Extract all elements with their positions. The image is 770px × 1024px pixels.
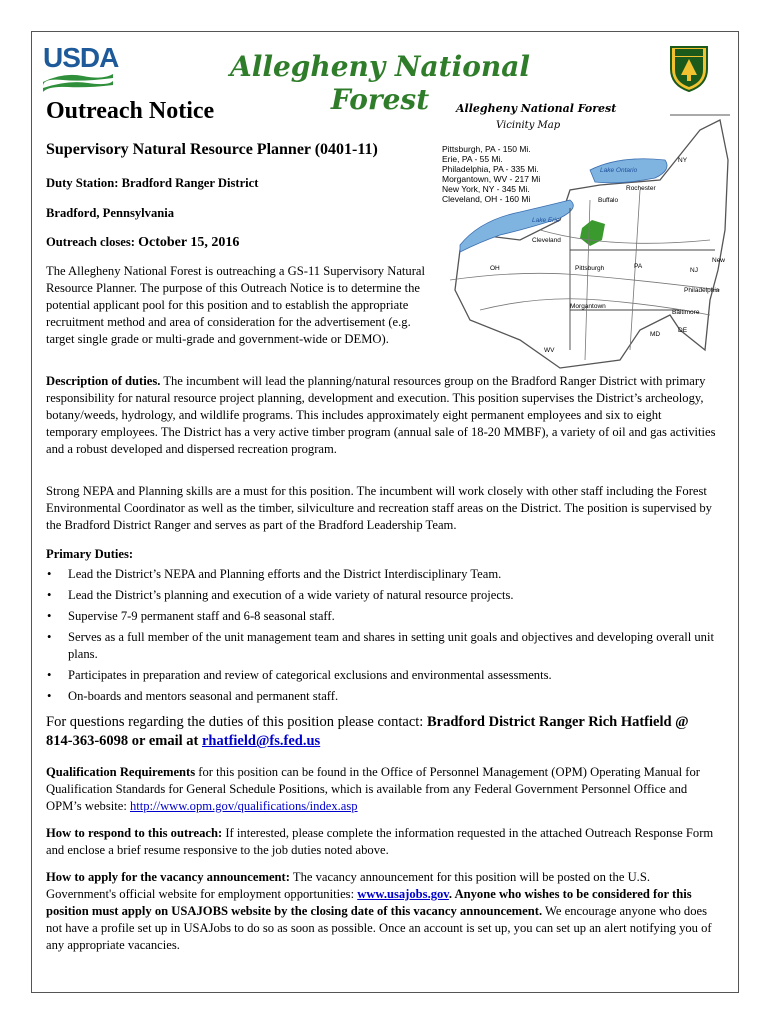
map-label: Rochester bbox=[626, 185, 656, 192]
nepa-paragraph: Strong NEPA and Planning skills are a must for this position. The incumbent will work closely with other staff including the Forest Environmental Coordinator as well as the timber, silviculture and recreation staff areas on the District. The position is supervised by the Bradford District Ranger and serves as part of the Bradford Leadership Team. bbox=[46, 484, 712, 532]
contact-paragraph bbox=[46, 713, 716, 751]
duties-label: Description of duties. bbox=[46, 374, 161, 388]
qualifications-label: Qualification Requirements bbox=[46, 765, 196, 779]
closing-label: Outreach closes: bbox=[46, 235, 135, 249]
usda-hills-icon bbox=[43, 72, 113, 94]
duty-location: Bradford, Pennsylvania bbox=[46, 206, 175, 220]
banner-title: Allegheny National Forest bbox=[229, 50, 531, 116]
duties-paragraph bbox=[46, 373, 716, 458]
apply-paragraph bbox=[46, 869, 716, 954]
apply-bold-text: . Anyone who wishes to be considered for this position must apply on USAJOBS website by the closing date of this vacancy announcement. bbox=[46, 887, 692, 918]
map-title: Allegheny National Forest bbox=[456, 102, 617, 115]
map-label: Lake Ontario bbox=[600, 167, 638, 174]
map-label: NY bbox=[678, 157, 688, 164]
apply-text-2: We encourage anyone who does not have a profile set up in USAJobs to do so as soon as possible. Once an account is set up, you can set up an alert notifying you of any appropriate vacancies. bbox=[46, 904, 712, 952]
usajobs-link[interactable]: www.usajobs.gov bbox=[357, 887, 449, 901]
opm-link[interactable]: http://www.opm.gov/qualifications/index.asp bbox=[129, 799, 358, 813]
duty-station: Duty Station: Bradford Ranger District bbox=[46, 176, 259, 190]
list-item: • Supervise 7-9 permanent staff and 6-8 seasonal staff. bbox=[68, 604, 716, 625]
map-label: Baltimore bbox=[672, 309, 700, 316]
map-distance: Erie, PA - 55 Mi. bbox=[442, 154, 503, 164]
vicinity-map bbox=[440, 100, 732, 375]
map-distance: New York, NY - 345 Mi. bbox=[442, 184, 530, 194]
map-distance: Philadelphia, PA - 335 Mi. bbox=[442, 164, 539, 174]
map-label: PA bbox=[634, 263, 643, 270]
apply-text: The vacancy announcement for this position will be posted on the U.S. Government's official website for employment opportunities: bbox=[46, 870, 650, 901]
map-label: Morgantown bbox=[570, 303, 606, 310]
intro-paragraph: The Allegheny National Forest is outreaching a GS-11 Supervisory Natural Resource Planner. The purpose of this Outreach Notice is to determine the potential applicant pool for this position and to establish the appropriate recruitment method and area of consideration for the advertisement (e.g. target single grade or multi-grade and government-wide or DEMO). bbox=[46, 264, 426, 346]
qualifications-paragraph bbox=[46, 764, 716, 815]
usda-logo-text: USDA bbox=[43, 42, 119, 73]
map-label: OH bbox=[490, 265, 500, 272]
list-item: • On-boards and mentors seasonal and permanent staff. bbox=[68, 684, 716, 705]
list-item: • Lead the District’s planning and execution of a wide variety of natural resource projects. bbox=[68, 583, 716, 604]
map-label: Lake Erie bbox=[532, 217, 560, 224]
map-label: DE bbox=[678, 327, 688, 334]
map-distance: Cleveland, OH - 160 Mi bbox=[442, 194, 531, 204]
map-label: New bbox=[712, 257, 726, 264]
position-title: Supervisory Natural Resource Planner (0401-11) bbox=[46, 141, 378, 158]
list-item: • Lead the District’s NEPA and Planning efforts and the District Interdisciplinary Team. bbox=[68, 563, 716, 583]
contact-email-link[interactable]: rhatfield@fs.fed.us bbox=[201, 733, 321, 749]
primary-duties-label: Primary Duties: bbox=[46, 547, 134, 561]
closing-date-value: October 15, 2016 bbox=[138, 235, 240, 250]
page-title: Outreach Notice bbox=[46, 98, 215, 124]
respond-paragraph bbox=[46, 825, 716, 859]
respond-text: If interested, please complete the information requested in the attached Outreach Response Form and enclose a brief resume responsive to the job duties noted above. bbox=[46, 826, 714, 857]
map-label: Cleveland bbox=[532, 237, 561, 244]
map-distance: Morgantown, WV - 217 Mi bbox=[442, 174, 541, 184]
duties-text: The incumbent will lead the planning/natural resources group on the Bradford Ranger District with primary responsibility for natural resource project planning, development and execution. This position supervises the District’s archeology, botany/weeds, hydrology, and wildlife programs. This includes approximately eight permanent employees and six to eight temporary employees. The District has a very active timber program (annual sale of 18-20 MMBF), a variety of oil and gas activities and a robust developed and dispersed recreation program. bbox=[46, 374, 716, 456]
list-item: • Serves as a full member of the unit management team and shares in setting unit goals and objectives and developing overall unit plans. bbox=[68, 625, 716, 663]
map-label: Pittsburgh bbox=[575, 265, 605, 272]
list-item: • Participates in preparation and review of categorical exclusions and environmental assessments. bbox=[68, 663, 716, 684]
primary-duties-list bbox=[46, 563, 716, 705]
forest-service-shield-icon bbox=[667, 43, 711, 93]
contact-name: Bradford District Ranger Rich Hatfield @ 814-363-6098 or email at bbox=[46, 714, 689, 749]
map-label: Philadelphia bbox=[684, 287, 720, 294]
map-label: Buffalo bbox=[598, 197, 619, 204]
apply-label: How to apply for the vacancy announcement: bbox=[46, 870, 290, 884]
respond-label: How to respond to this outreach: bbox=[46, 826, 223, 840]
primary-duties-section bbox=[46, 546, 716, 705]
map-label: NJ bbox=[690, 267, 698, 274]
map-label: WV bbox=[544, 347, 555, 354]
map-label: MD bbox=[650, 331, 661, 338]
contact-text: For questions regarding the duties of this position please contact: bbox=[46, 714, 424, 730]
usda-logo bbox=[43, 42, 119, 92]
map-distance: Pittsburgh, PA - 150 Mi. bbox=[442, 144, 531, 154]
map-subtitle: Vicinity Map bbox=[496, 120, 561, 131]
qualifications-text: for this position can be found in the Office of Personnel Management (OPM) Operating Manual for Qualification Standards for General Schedule Positions, which is available from any Federal Government Personnel Office and OPM’s website: bbox=[46, 765, 700, 813]
